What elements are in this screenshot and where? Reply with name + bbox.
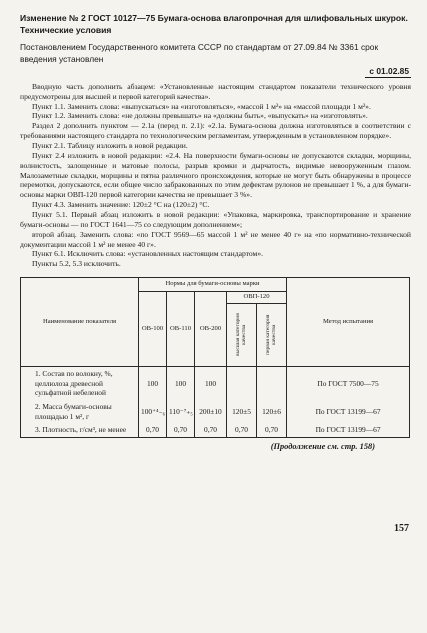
row-value: 0,70 bbox=[257, 423, 287, 437]
amendment-title: Изменение № 2 ГОСТ 10127—75 Бумага-основа влагопрочная для шлифовальных шкурок. Технические условия bbox=[20, 13, 408, 35]
paragraph: Раздел 2 дополнить пунктом — 2.1а (перед п. 2.1): «2.1а. Бумага-основа должна изготовляться в соответствии с требованиями настоящего стандарта по технологическим регламентам, утвержденным в установленном порядке». bbox=[20, 121, 411, 141]
paragraph: Пункт 2.1. Таблицу изложить в новой редакции. bbox=[32, 140, 188, 150]
row-value bbox=[257, 367, 287, 400]
row-method: По ГОСТ 13199—67 bbox=[287, 423, 410, 437]
ovp-highest-category-label: высшая категория качества bbox=[234, 313, 247, 357]
row-indicator: 1. Состав по волокну, %, целлюлоза древесной сульфатной небеленой bbox=[21, 367, 139, 400]
ovp-first-category-header bbox=[257, 304, 287, 367]
row-value: 0,70 bbox=[139, 423, 167, 437]
ovp-highest-category-header bbox=[227, 304, 257, 367]
grade-ov110-header: ОВ-110 bbox=[167, 292, 195, 367]
paragraph: Пункт 6.1. Исключить слова: «установленных настоящим стандартом». bbox=[32, 249, 264, 259]
row-value: 100 bbox=[195, 367, 227, 400]
row-value: 110⁻⁷₊₅ bbox=[167, 400, 195, 423]
paragraph: Пункт 1.1. Заменить слова: «выпускаться» на «изготовляться», «массой 1 м²» на «массой площади 1 м²». bbox=[32, 101, 371, 111]
paragraph: Пункт 5.1. Первый абзац изложить в новой редакции: «Упаковка, маркировка, транспортирование и хранение бумаги-основы — по ГОСТ 1641—75 со следующим дополнением»; bbox=[20, 209, 411, 229]
row-value: 100⁺⁴₋₆ bbox=[139, 400, 167, 423]
row-value: 0,70 bbox=[195, 423, 227, 437]
ovp-first-category-label: первая категория качества bbox=[264, 314, 277, 356]
row-value: 120±6 bbox=[257, 400, 287, 423]
row-value: 0,70 bbox=[167, 423, 195, 437]
grade-ov100-header: ОВ-100 bbox=[139, 292, 167, 367]
row-value: 0,70 bbox=[227, 423, 257, 437]
paragraph: второй абзац. Заменить слова: «по ГОСТ 9569—65 массой 1 м² не менее 40 г» на «по нормативно-технической документации массой 1 м² не менее 40 г». bbox=[20, 229, 411, 249]
row-value: 100 bbox=[167, 367, 195, 400]
paragraph: Пункты 5.2, 5.3 исключить. bbox=[32, 259, 121, 269]
grade-ovp120-header: ОВП-120 bbox=[227, 292, 287, 304]
col-norms-header: Нормы для бумаги-основы марки bbox=[139, 278, 287, 292]
row-method: По ГОСТ 13199—67 bbox=[287, 400, 410, 423]
paragraph: Вводную часть дополнить абзацем: «Установленные настоящим стандартом показатели технического уровня предусмотрены для высшей и первой категорий качества». bbox=[20, 81, 411, 101]
row-value: 100 bbox=[139, 367, 167, 400]
col-method-header: Метод испытания bbox=[287, 278, 410, 367]
table-row bbox=[21, 400, 410, 423]
row-indicator: 3. Плотность, г/см³, не менее bbox=[21, 423, 139, 437]
row-indicator: 2. Масса бумаги-основы площадью 1 м², г bbox=[21, 400, 139, 423]
page-number: 157 bbox=[394, 523, 409, 534]
col-indicator-header: Наименование показателя bbox=[21, 278, 139, 367]
paragraph: Пункт 1.2. Заменить слова: «не должны превышать» на «должны быть», «выпускать» на «изготовлять». bbox=[32, 111, 368, 121]
row-value: 120±5 bbox=[227, 400, 257, 423]
paragraph: Пункт 2.4 изложить в новой редакции: «2.4. На поверхности бумаги-основы не допускаются складки, морщины, волнистость, залощенные и матовые полосы, разрыв кромки и дырчатость, видимые невооруженным глазом. Малозаметные складки, морщины и пятна различного происхождения, которые не могут быть обнаружены в процессе перемотки, допускаются, если общее число забракованных по этим дефектам рулонов не превышает 1 %, а для бумаги-основы марки ОВП-120 первой категории качества не превышает 3 %». bbox=[20, 150, 411, 200]
table-row bbox=[21, 367, 410, 400]
amendment-body bbox=[20, 82, 411, 269]
table-row bbox=[21, 423, 410, 437]
continuation-note: (Продолжение см. стр. 158) bbox=[270, 441, 375, 451]
row-value: 200±10 bbox=[195, 400, 227, 423]
norms-table bbox=[20, 277, 410, 438]
decree-text: Постановлением Государственного комитета СССР по стандартам от 27.09.84 № 3361 срок введения установлен bbox=[20, 42, 379, 64]
row-method: По ГОСТ 7500—75 bbox=[287, 367, 410, 400]
effective-date bbox=[20, 66, 411, 77]
effective-date-text: с 01.02.85 bbox=[365, 66, 411, 78]
paragraph: Пункт 4.3. Заменить значение: 120±2 °С на (120±2) °С. bbox=[32, 200, 210, 210]
row-value bbox=[227, 367, 257, 400]
grade-ov200-header: ОВ-200 bbox=[195, 292, 227, 367]
